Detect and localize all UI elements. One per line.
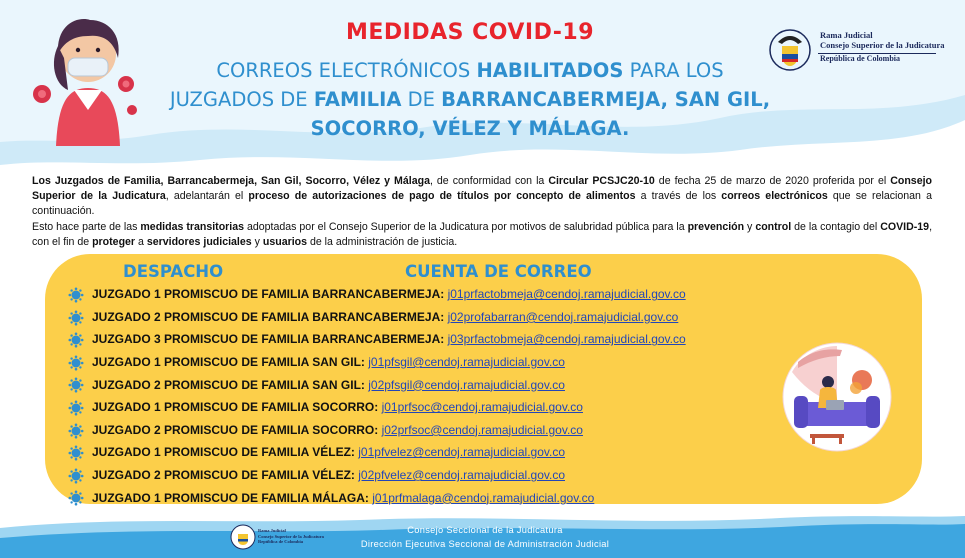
court-name-text: JUZGADO 1 PROMISCUO DE FAMILIA SAN GIL:: [92, 355, 369, 370]
virus-icon: [33, 85, 51, 103]
court-row: [68, 419, 768, 442]
court-email-link[interactable]: j01pfvelez@cendoj.ramajudicial.gov.co: [358, 445, 565, 460]
subtitle-text: CORREOS ELECTRÓNICOS: [216, 59, 477, 82]
footer-logo-text: [258, 528, 324, 545]
virus-bullet-icon: [68, 423, 84, 439]
footer-coat-of-arms-icon: [230, 524, 256, 550]
footer-text: [330, 524, 640, 551]
para-text: de la administración de justicia.: [307, 235, 458, 248]
court-name-text: JUZGADO 1 PROMISCUO DE FAMILIA SOCORRO:: [92, 400, 382, 415]
court-email-link[interactable]: j01prfactobmeja@cendoj.ramajudicial.gov.co: [447, 287, 686, 302]
virus-bullet-icon: [68, 445, 84, 461]
court-name: [92, 378, 565, 392]
court-row: [68, 351, 768, 374]
para-text: que se relacionan a continuación.: [32, 190, 932, 218]
para-text: a: [135, 235, 147, 248]
para-bold: medidas transitorias: [140, 220, 245, 233]
para-bold: correos electrónicos: [721, 190, 828, 203]
court-row: [68, 464, 768, 487]
court-name-text: JUZGADO 2 PROMISCUO DE FAMILIA SAN GIL:: [92, 377, 369, 392]
para-text: , con el fin de: [32, 220, 933, 248]
court-row: [68, 306, 768, 329]
para-text: de la contagio del: [791, 220, 881, 233]
court-row: [68, 373, 768, 396]
court-row: [68, 486, 768, 509]
para-text: , adelantarán el: [165, 190, 249, 203]
virus-bullet-icon: [68, 332, 84, 348]
subtitle-bold: BARRANCABERMEJA, SAN GIL,: [441, 88, 771, 111]
virus-bullet-icon: [68, 490, 84, 506]
court-name-text: JUZGADO 1 PROMISCUO DE FAMILIA BARRANCABERMEJA:: [92, 287, 448, 302]
subtitle-line-1: [130, 56, 810, 85]
court-name-text: JUZGADO 1 PROMISCUO DE FAMILIA MÁLAGA:: [92, 490, 373, 505]
subtitle-text: PARA LOS: [623, 59, 724, 82]
court-email-link[interactable]: j01prfsoc@cendoj.ramajudicial.gov.co: [381, 400, 583, 415]
court-name-text: JUZGADO 1 PROMISCUO DE FAMILIA VÉLEZ:: [92, 445, 359, 460]
court-name: [92, 445, 565, 459]
para-text: a través de los: [635, 190, 722, 203]
para-text: , de conformidad con la: [429, 175, 549, 187]
court-name: [92, 400, 583, 414]
woman-on-sofa-illustration: [782, 342, 892, 452]
para-text: y: [251, 235, 263, 248]
institution-logo-text: [820, 30, 945, 63]
footer-logo-line: Rama Judicial: [258, 528, 286, 533]
court-name: [92, 332, 686, 346]
logo-divider: [818, 53, 936, 54]
subtitle-line-2: [130, 85, 810, 114]
footer-line-2: Dirección Ejecutiva Seccional de Administración Judicial: [360, 538, 610, 549]
virus-bullet-icon: [68, 355, 84, 371]
subtitle-line-3: [130, 114, 810, 143]
para-bold: Consejo Superior de la Judicatura: [32, 175, 933, 203]
page-title: MEDIDAS COVID-19: [345, 20, 595, 45]
court-name: [92, 287, 686, 301]
court-email-link[interactable]: j01prfmalaga@cendoj.ramajudicial.gov.co: [372, 490, 595, 505]
court-email-link[interactable]: j02pfvelez@cendoj.ramajudicial.gov.co: [358, 468, 565, 483]
para-bold: proteger: [92, 235, 136, 248]
coat-of-arms-icon: [764, 28, 816, 72]
page-subtitle: [130, 56, 810, 143]
court-email-link[interactable]: j02pfsgil@cendoj.ramajudicial.gov.co: [368, 377, 565, 392]
virus-bullet-icon: [68, 310, 84, 326]
court-name-text: JUZGADO 2 PROMISCUO DE FAMILIA VÉLEZ:: [92, 468, 359, 483]
logo-line: Rama Judicial: [820, 30, 873, 40]
header: [0, 0, 965, 175]
virus-bullet-icon: [68, 377, 84, 393]
para-text: y: [744, 220, 756, 233]
para-bold: usuarios: [262, 235, 308, 248]
para-text: Esto hace parte de las: [32, 220, 141, 233]
court-email-link[interactable]: j03prfactobmeja@cendoj.ramajudicial.gov.co: [447, 332, 686, 347]
court-name: [92, 491, 594, 505]
para-text: adoptadas por el Consejo Superior de la Judicatura por motivos de salubridad pública para la: [244, 220, 688, 233]
court-row: [68, 396, 768, 419]
column-header-cuenta: CUENTA DE CORREO: [405, 262, 592, 281]
masked-girl-illustration: [28, 6, 146, 146]
court-email-link[interactable]: j02prfsoc@cendoj.ramajudicial.gov.co: [381, 422, 583, 437]
court-name-text: JUZGADO 2 PROMISCUO DE FAMILIA SOCORRO:: [92, 422, 382, 437]
virus-bullet-icon: [68, 287, 84, 303]
column-header-despacho: DESPACHO: [123, 262, 224, 281]
subtitle-bold: SOCORRO, VÉLEZ Y MÁLAGA.: [310, 117, 630, 140]
para-bold: proceso de autorizaciones de pago de títulos por concepto de alimentos: [248, 190, 636, 203]
para-bold: servidores judiciales: [146, 235, 252, 248]
virus-bullet-icon: [68, 468, 84, 484]
court-email-link[interactable]: j01pfsgil@cendoj.ramajudicial.gov.co: [368, 355, 565, 370]
court-email-list: [68, 283, 768, 509]
court-row: [68, 283, 768, 306]
subtitle-text: DE: [401, 88, 442, 111]
court-name-text: JUZGADO 2 PROMISCUO DE FAMILIA BARRANCABERMEJA:: [92, 309, 448, 324]
court-name: [92, 310, 678, 324]
para-bold: Los Juzgados de Familia, Barrancabermeja, San Gil, Socorro, Vélez y Málaga: [32, 175, 430, 187]
intro-paragraph: [32, 174, 932, 250]
logo-line: Consejo Superior de la Judicatura: [820, 40, 945, 50]
para-bold: control: [755, 220, 792, 233]
footer-logo-line: República de Colombia: [258, 539, 304, 544]
court-name: [92, 468, 565, 482]
court-name: [92, 355, 565, 369]
virus-bullet-icon: [68, 400, 84, 416]
subtitle-text: JUZGADOS DE: [169, 88, 314, 111]
para-bold: COVID-19: [880, 220, 930, 233]
subtitle-bold: HABILITADOS: [476, 59, 624, 82]
court-row: [68, 328, 768, 351]
para-text: de fecha 25 de marzo de 2020 proferida por el: [654, 175, 891, 187]
logo-line: República de Colombia: [820, 54, 901, 63]
court-row: [68, 441, 768, 464]
court-name-text: JUZGADO 3 PROMISCUO DE FAMILIA BARRANCABERMEJA:: [92, 332, 448, 347]
court-email-link[interactable]: j02profabarran@cendoj.ramajudicial.gov.co: [447, 309, 679, 324]
subtitle-bold: FAMILIA: [313, 88, 402, 111]
para-bold: prevención: [687, 220, 745, 233]
court-name: [92, 423, 583, 437]
footer-logo-line: Consejo Superior de la Judicatura: [258, 533, 324, 539]
para-bold: Circular PCSJC20-10: [548, 175, 655, 187]
footer-line-1: Consejo Seccional de la Judicatura: [407, 525, 563, 535]
